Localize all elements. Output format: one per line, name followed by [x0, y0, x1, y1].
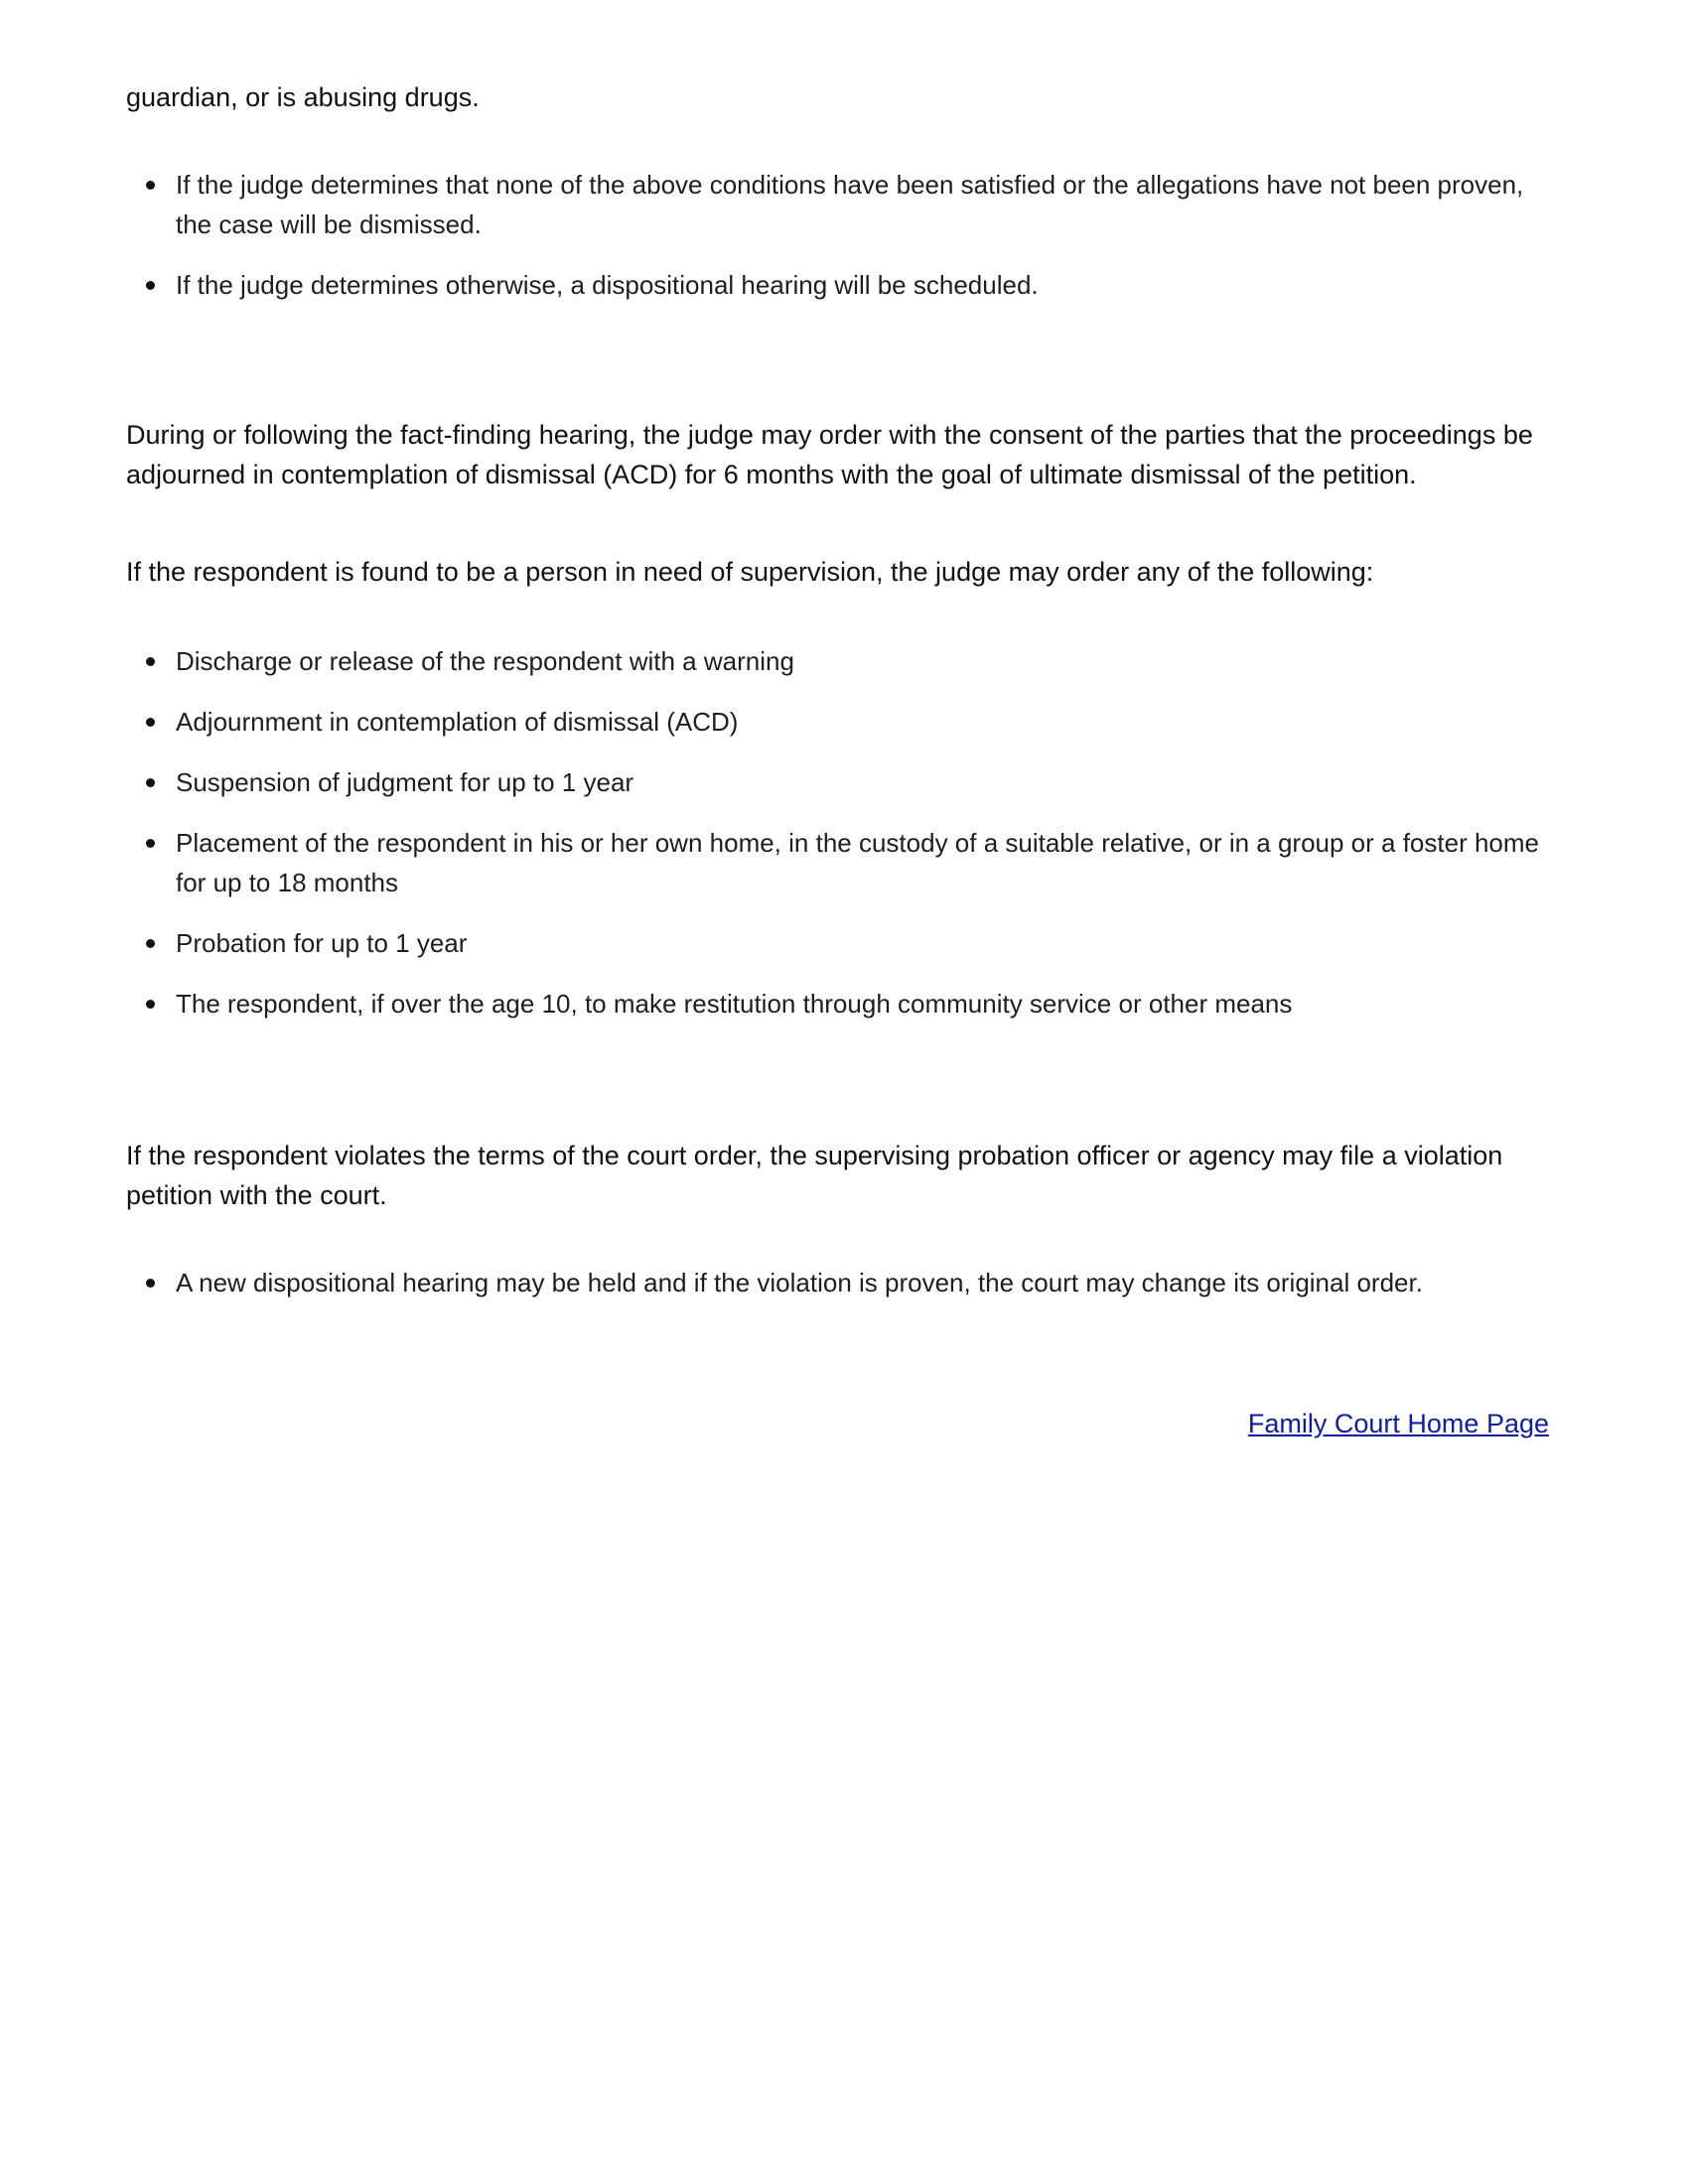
determination-list [126, 165, 1556, 326]
list-item [126, 702, 1556, 742]
list-item-text: The respondent, if over the age 10, to make restitution through community service or other means [176, 989, 1293, 1019]
list-item [126, 823, 1556, 902]
document-page [126, 0, 1556, 2184]
acd-paragraph: During or following the fact-finding hearing, the judge may order with the consent of the parties that the proceedings be adjourned in contemplation of dismissal (ACD) for 6 months with the goal of ultimate dismissal of the petition. [126, 420, 1533, 489]
family-court-home-link[interactable]: Family Court Home Page [1247, 1409, 1549, 1438]
list-item-text: If the judge determines otherwise, a dispositional hearing will be scheduled. [176, 270, 1039, 300]
violation-paragraph: If the respondent violates the terms of the court order, the supervising probation officer or agency may file a violation petition with the court. [126, 1141, 1503, 1210]
intro-continuation: guardian, or is abusing drugs. [126, 82, 480, 112]
bullet-icon [146, 1279, 155, 1288]
bullet-icon [146, 839, 155, 848]
bullet-icon [146, 1000, 155, 1009]
bullet-icon [146, 281, 155, 290]
list-item [126, 1263, 1556, 1302]
list-item [126, 165, 1556, 244]
order-options-list [126, 641, 1556, 1044]
bullet-icon [146, 181, 155, 190]
list-item [126, 984, 1556, 1024]
list-item-text: Discharge or release of the respondent with a warning [176, 646, 794, 676]
bullet-icon [146, 657, 155, 666]
list-item-text: Adjournment in contemplation of dismissal (ACD) [176, 707, 739, 737]
bullet-icon [146, 718, 155, 727]
list-item-text: Placement of the respondent in his or her own home, in the custody of a suitable relative, or in a group or a foster home for up to 18 months [176, 828, 1539, 897]
list-item [126, 923, 1556, 963]
bullet-icon [146, 778, 155, 787]
list-item [126, 641, 1556, 681]
list-item [126, 762, 1556, 802]
bullet-icon [146, 939, 155, 948]
violation-list [126, 1263, 1556, 1323]
pins-paragraph: If the respondent is found to be a person in need of supervision, the judge may order any of the following: [126, 557, 1374, 587]
list-item-text: A new dispositional hearing may be held and if the violation is proven, the court may change its original order. [176, 1268, 1423, 1297]
list-item-text: Suspension of judgment for up to 1 year [176, 767, 634, 797]
list-item [126, 265, 1556, 305]
list-item-text: Probation for up to 1 year [176, 928, 468, 958]
list-item-text: If the judge determines that none of the above conditions have been satisfied or the allegations have not been proven, the case will be dismissed. [176, 170, 1524, 239]
